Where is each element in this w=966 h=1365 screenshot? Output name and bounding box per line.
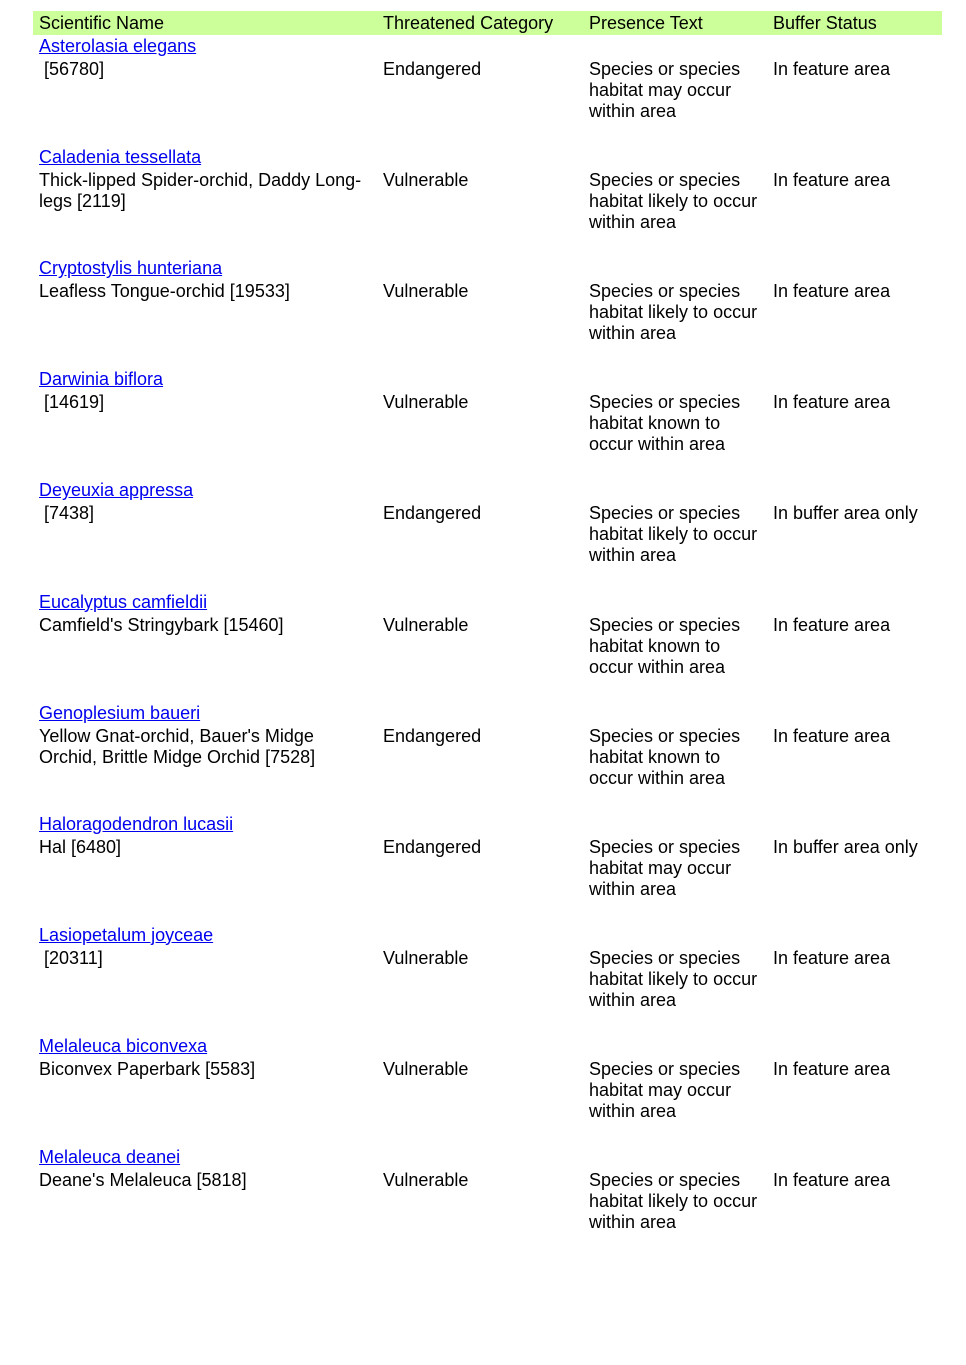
table-row (0, 702, 966, 813)
species-link[interactable]: Asterolasia elegans (39, 36, 197, 56)
table-row (0, 1035, 966, 1146)
presence-text-cell: Species or species habitat likely to occur within area (589, 170, 758, 233)
common-name-cell: [20311] (39, 947, 103, 968)
table-row (0, 257, 966, 368)
species-link[interactable]: Genoplesium baueri (39, 702, 201, 723)
buffer-status-cell: In feature area (773, 947, 891, 968)
presence-text-cell: Species or species habitat likely to occur within area (589, 503, 758, 566)
header-threatened-category: Threatened Category (383, 13, 554, 33)
species-link[interactable]: Melaleuca biconvexa (39, 1035, 208, 1056)
threatened-category-cell: Vulnerable (383, 947, 469, 968)
species-link[interactable]: Melaleuca deanei (39, 1147, 181, 1167)
threatened-category-cell: Vulnerable (383, 1058, 469, 1079)
table-row (0, 1146, 966, 1257)
table-header (33, 11, 942, 35)
buffer-status-cell: In feature area (773, 170, 891, 191)
presence-text-cell: Species or species habitat likely to occur within area (589, 947, 758, 1010)
buffer-status-cell: In feature area (773, 725, 891, 746)
buffer-status-cell: In feature area (773, 281, 891, 302)
presence-text-cell: Species or species habitat may occur within area (589, 836, 741, 899)
table-row (0, 368, 966, 479)
threatened-category-cell: Vulnerable (383, 1170, 469, 1190)
species-link[interactable]: Eucalyptus camfieldii (39, 591, 208, 612)
threatened-category-cell: Vulnerable (383, 614, 469, 635)
common-name-cell: Camfield's Stringybark [15460] (39, 614, 284, 635)
presence-text-cell: Species or species habitat known to occur within area (589, 392, 741, 455)
common-name-cell: Yellow Gnat-orchid, Bauer's Midge Orchid, Brittle Midge Orchid [7528] (39, 725, 319, 767)
table-row (0, 591, 966, 702)
buffer-status-cell: In feature area (773, 1058, 891, 1079)
common-name-cell: Hal [6480] (39, 836, 122, 857)
presence-text-cell: Species or species habitat may occur within area (589, 59, 741, 121)
species-link[interactable]: Caladenia tessellata (39, 147, 202, 168)
table-row (0, 479, 966, 590)
table-row (0, 924, 966, 1035)
common-name-cell: Thick-lipped Spider-orchid, Daddy Long-legs [2119] (39, 170, 362, 212)
table-row (0, 35, 966, 146)
buffer-status-cell: In feature area (773, 614, 891, 635)
common-name-cell: [56780] (39, 59, 105, 79)
buffer-status-cell: In feature area (773, 59, 891, 79)
presence-text-cell: Species or species habitat known to occur within area (589, 614, 741, 677)
species-link[interactable]: Cryptostylis hunteriana (39, 258, 223, 279)
common-name-cell: Deane's Melaleuca [5818] (39, 1170, 247, 1190)
common-name-cell: [14619] (39, 392, 105, 413)
threatened-category-cell: Endangered (383, 725, 482, 746)
buffer-status-cell: In buffer area only (773, 836, 918, 857)
species-link[interactable]: Lasiopetalum joyceae (39, 924, 214, 945)
presence-text-cell: Species or species habitat known to occur within area (589, 725, 741, 788)
common-name-cell: [7438] (39, 503, 95, 524)
species-link[interactable]: Deyeuxia appressa (39, 480, 194, 501)
buffer-status-cell: In feature area (773, 1170, 891, 1190)
header-presence-text: Presence Text (589, 13, 703, 33)
threatened-category-cell: Endangered (383, 59, 482, 79)
table-row (0, 146, 966, 257)
threatened-category-cell: Vulnerable (383, 170, 469, 191)
threatened-category-cell: Endangered (383, 503, 482, 524)
table-row (0, 813, 966, 924)
common-name-cell: Biconvex Paperbark [5583] (39, 1058, 256, 1079)
threatened-category-cell: Vulnerable (383, 281, 469, 302)
presence-text-cell: Species or species habitat may occur within area (589, 1058, 741, 1121)
presence-text-cell: Species or species habitat likely to occur within area (589, 281, 758, 344)
common-name-cell: Leafless Tongue-orchid [19533] (39, 281, 290, 302)
threatened-category-cell: Vulnerable (383, 392, 469, 413)
threatened-category-cell: Endangered (383, 836, 482, 857)
buffer-status-cell: In feature area (773, 392, 891, 413)
buffer-status-cell: In buffer area only (773, 503, 918, 524)
presence-text-cell: Species or species habitat likely to occur within area (589, 1170, 758, 1232)
species-link[interactable]: Haloragodendron lucasii (39, 813, 234, 834)
header-buffer-status: Buffer Status (773, 13, 877, 33)
species-link[interactable]: Darwinia biflora (39, 369, 164, 390)
header-scientific-name: Scientific Name (39, 13, 165, 33)
